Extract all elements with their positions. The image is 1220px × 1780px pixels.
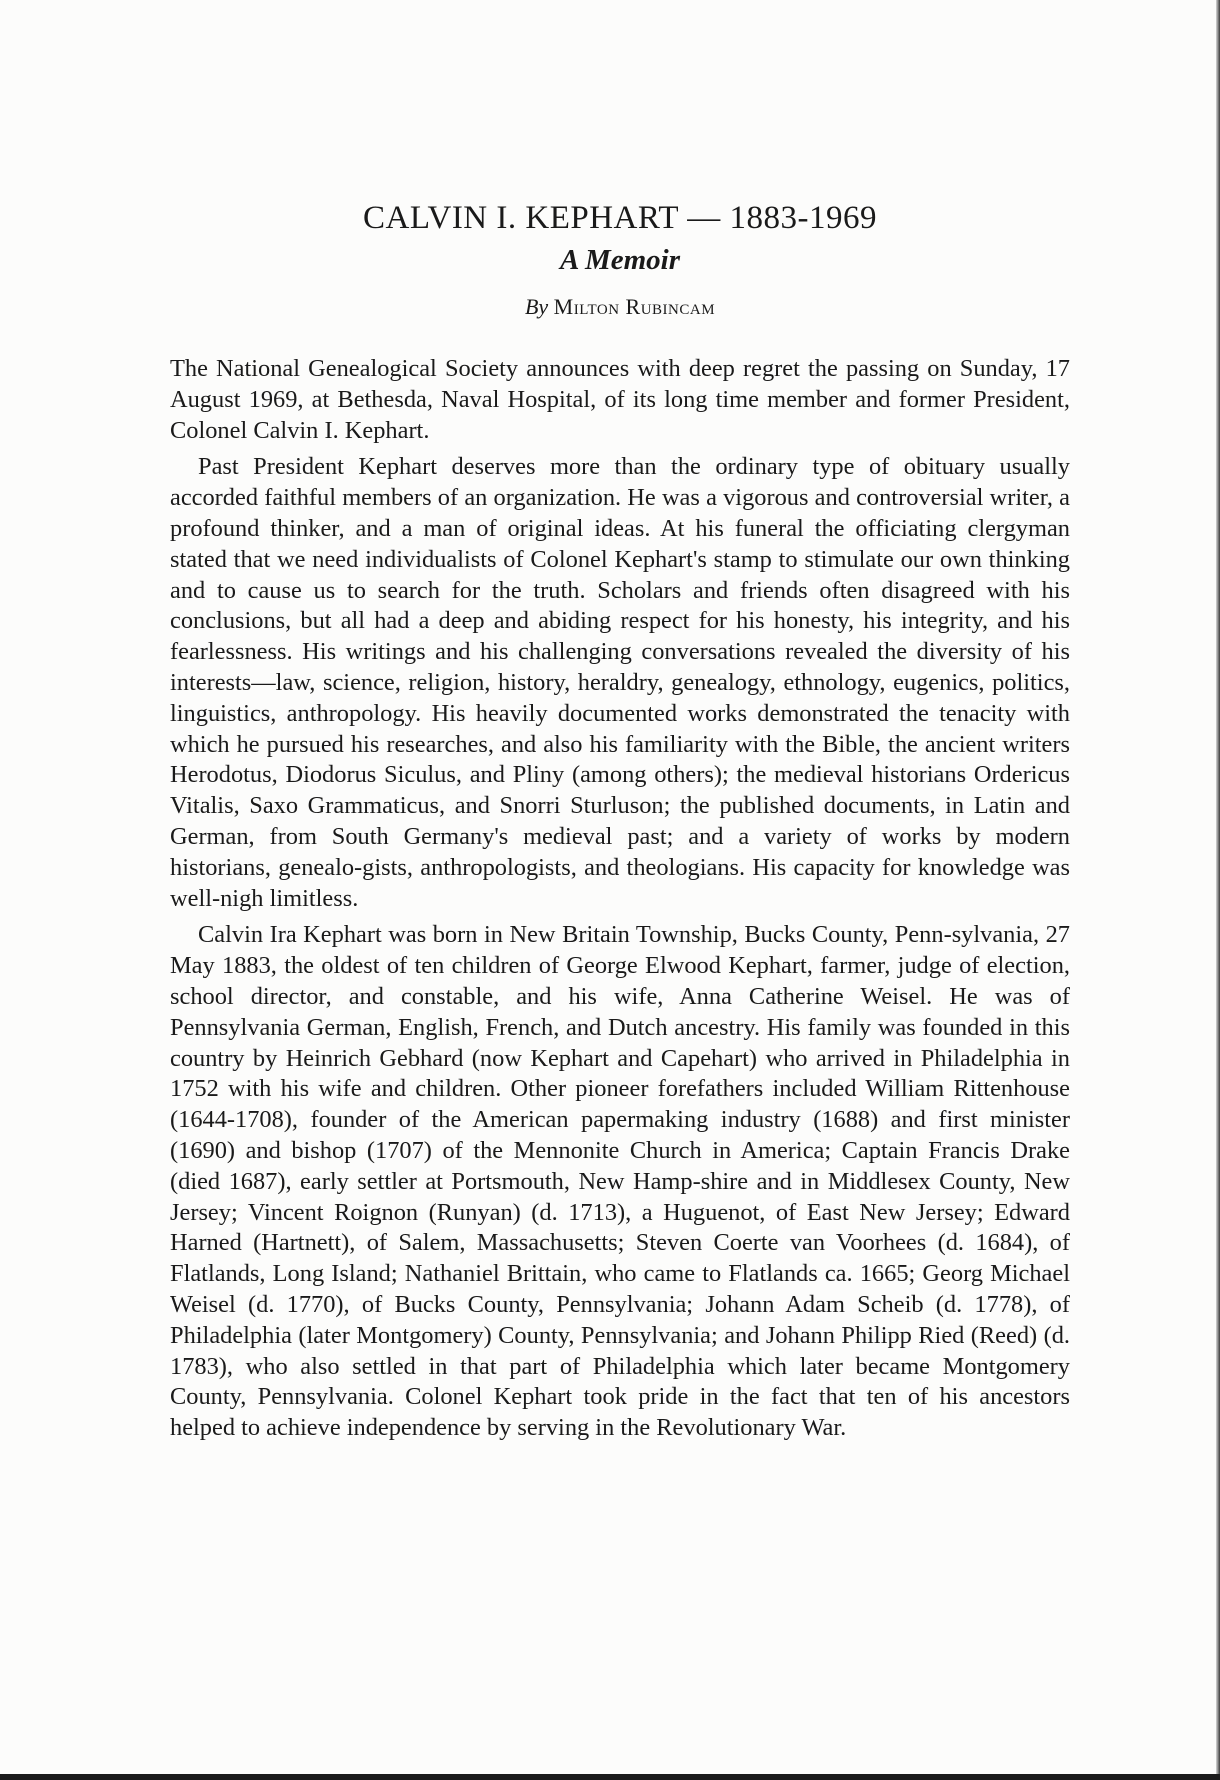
paragraph-ancestry: Calvin Ira Kephart was born in New Britain Township, Bucks County, Penn-sylvania, 27 May 1883, the oldest of ten children of George Elwood Kephart, farmer, judge of election, school director, and constable, and his wife, Anna Catherine Weisel. He was of Pennsylvania German, English, French, and Dutch ancestry. His family was founded in this country by Heinrich Gebhard (now Kephart and Capehart) who arrived in Philadelphia in 1752 with his wife and children. Other pioneer forefathers included William Rittenhouse (1644-1708), founder of the American papermaking industry (1688) and first minister (1690) and bishop (1707) of the Mennonite Church in America; Captain Francis Drake (died 1687), early settler at Portsmouth, New Hamp-shire and in Middlesex County, New Jersey; Vincent Roignon (Runyan) (d. 1713), a Huguenot, of East New Jersey; Edward Harned (Hartnett), of Salem, Massachusetts; Steven Coerte van Voorhees (d. 1684), of Flatlands, Long Island; Nathaniel Brittain, who came to Flatlands ca. 1665; Georg Michael Weisel (d. 1770), of Bucks County, Pennsylvania; Johann Adam Scheib (d. 1778), of Philadelphia (later Montgomery) County, Pennsylvania; and Johann Philipp Ried (Reed) (d. 1783), who also settled in that part of Philadelphia which later became Montgomery County, Pennsylvania. Colonel Kephart took pride in the fact that ten of his ancestors helped to achieve independence by serving in the Revolutionary War. xyxy=(170,921,1070,1442)
paragraph-tribute: Past President Kephart deserves more than the ordinary type of obituary usually accorded faithful members of an organization. He was a vigorous and controversial writer, a profound thinker, and a man of original ideas. At his funeral the officiating clergyman stated that we need individualists of Colonel Kephart's stamp to stimulate our own thinking and to cause us to search for the truth. Scholars and friends often disagreed with his conclusions, but all had a deep and abiding respect for his honesty, his integrity, and his fearlessness. His writings and his challenging conversations revealed the diversity of his interests—law, science, religion, history, heraldry, genealogy, ethnology, eugenics, politics, linguistics, anthropology. His heavily documented works demonstrated the tenacity with which he pursued his researches, and also his familiarity with the Bible, the ancient writers Herodotus, Diodorus Siculus, and Pliny (among others); the medieval historians Ordericus Vitalis, Saxo Grammaticus, and Snorri Sturluson; the published documents, in Latin and German, from South Germany's medieval past; and a variety of works by modern historians, genealo-gists, anthropologists, and theologians. His capacity for knowledge was well-nigh limitless. xyxy=(170,453,1070,912)
memoir-article xyxy=(170,196,1070,1444)
byline xyxy=(170,292,1070,322)
paragraph-announcement: The National Genealogical Society announces with deep regret the passing on Sunday, 17 August 1969, at Bethesda, Naval Hospital, of its long time member and former President, Colonel Calvin I. Kephart. xyxy=(170,355,1070,444)
article-body xyxy=(170,354,1070,1444)
byline-prefix: By xyxy=(524,294,549,319)
article-title: CALVIN I. KEPHART — 1883-1969 xyxy=(363,200,877,236)
scan-edge-bottom xyxy=(0,1774,1220,1780)
author-name: Milton Rubincam xyxy=(553,294,716,319)
scan-edge-right xyxy=(1216,0,1220,1780)
article-subtitle: A Memoir xyxy=(559,244,681,276)
